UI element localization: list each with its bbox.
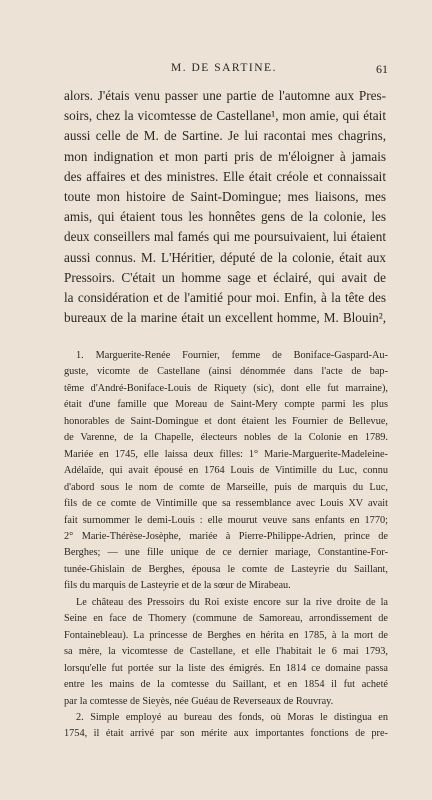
text-line: soirs, chez la vicomtesse de Castellane¹, mon amie, qui était <box>64 108 386 124</box>
footnote-line: guste, vicomte de Castellane (ainsi dénommée dans l'acte de bap- <box>64 366 388 378</box>
text-line: deux conseillers mal famés qui me poursuivaient, lui étaient <box>64 229 386 245</box>
running-title: M. DE SARTINE. <box>171 62 277 74</box>
footnote-line: honorables de Saint-Domingue et dont étaient les Fournier de Bellevue, <box>64 415 388 427</box>
footnote-line: tunée-Ghislain de Berghes, épousa le comte de Lasteyrie du Saillant, <box>64 563 388 575</box>
text-line: alors. J'étais venu passer une partie de l'automne aux Pres- <box>64 88 386 103</box>
text-line: Pressoirs. C'était un homme sage et éclairé, qui avait de <box>64 269 386 285</box>
text-line: la considération et de l'amitié pour moi. Enfin, à la tête des <box>64 290 386 306</box>
running-head <box>64 62 388 78</box>
footnote-line: sa mère, la vicomtesse de Castellane, et elle l'habitait le 6 mai 1793, <box>64 646 388 658</box>
text-line: toute mon histoire de Saint-Domingue; mes liaisons, mes <box>64 189 386 205</box>
footnote-line: fait surnommer le demi-Louis : elle mourut veuve sans enfants en 1770; <box>64 514 388 526</box>
footnote-line: Mariée en 1745, elle laissa deux filles: 1° Marie-Marguerite-Madeleine- <box>64 448 388 460</box>
footnote-line: lorsqu'elle fut portée sur la liste des émigrés. En 1814 ce domaine passa <box>64 662 388 674</box>
text-line: mon indignation et mon parti pris de m'éloigner à jamais <box>64 148 386 164</box>
footnote-line: entre les mains de la comtesse du Saillant, et en 1854 il fut acheté <box>64 679 388 691</box>
footnote-line: Fontainebleau). La princesse de Berghes en hérita en 1785, à la mort de <box>64 629 388 641</box>
footnote-line: 2. Simple employé au bureau des fonds, où Moras le distingua en <box>76 711 388 723</box>
footnote-line: 2° Marie-Thérèse-Josèphe, mariée à Pierre-Philippe-Adrien, prince de <box>64 530 388 542</box>
footnote-line: tême d'André-Boniface-Louis de Riquety (sic), dont elle fut marraine), <box>64 382 388 394</box>
footnote-line: 1. Marguerite-Renée Fournier, femme de Boniface-Gaspard-Au- <box>76 350 388 361</box>
footnote-line: 1754, il était arrivé par son mérite aux importantes fonctions de pre- <box>64 728 388 740</box>
footnote-line: par la comtesse de Sieyès, née Guéau de Reverseaux de Rouvray. <box>64 695 334 707</box>
footnotes <box>64 348 388 743</box>
footnote-line: Le château des Pressoirs du Roi existe encore sur la rive droite de la <box>76 596 388 608</box>
page-number: 61 <box>376 62 388 76</box>
footnote-line: Adélaïde, qui avait épousé en 1764 Louis de Vintimille du Luc, connu <box>64 465 388 477</box>
footnote-line: Berghes; — une fille unique de ce dernier mariage, Constantine-For- <box>64 547 388 559</box>
text-line: des affaires et des ministres. Elle était créole et connaissait <box>64 168 386 184</box>
footnote-line: était d'une famille que Moreau de Saint-Mery compte parmi les plus <box>64 399 388 411</box>
footnote-line: d'abord sous le nom de comte de Marseille, puis de marquis du Luc, <box>64 481 388 493</box>
footnote-line: de Varenne, de la Chapelle, électeurs nobles de la Colonie en 1789. <box>64 432 388 444</box>
text-line: amis, qui étaient tous les honnêtes gens de la colonie, les <box>64 209 386 225</box>
footnote-line: Seine en face de Thomery (commune de Samoreau, arrondissement de <box>64 613 388 625</box>
footnote-line: fils du marquis de Lasteyrie et de la sœur de Mirabeau. <box>64 580 291 592</box>
footnote-line: fils de ce comte de Vintimille que sa ressemblance avec Louis XV avait <box>64 498 388 510</box>
text-line: bureaux de la marine était un excellent homme, M. Blouin², <box>64 310 386 326</box>
text-line: aussi celle de M. de Sartine. Je lui racontai mes chagrins, <box>64 128 386 144</box>
main-text <box>64 86 386 328</box>
text-line: aussi connus. M. L'Héritier, député de la colonie, était aux <box>64 249 386 265</box>
